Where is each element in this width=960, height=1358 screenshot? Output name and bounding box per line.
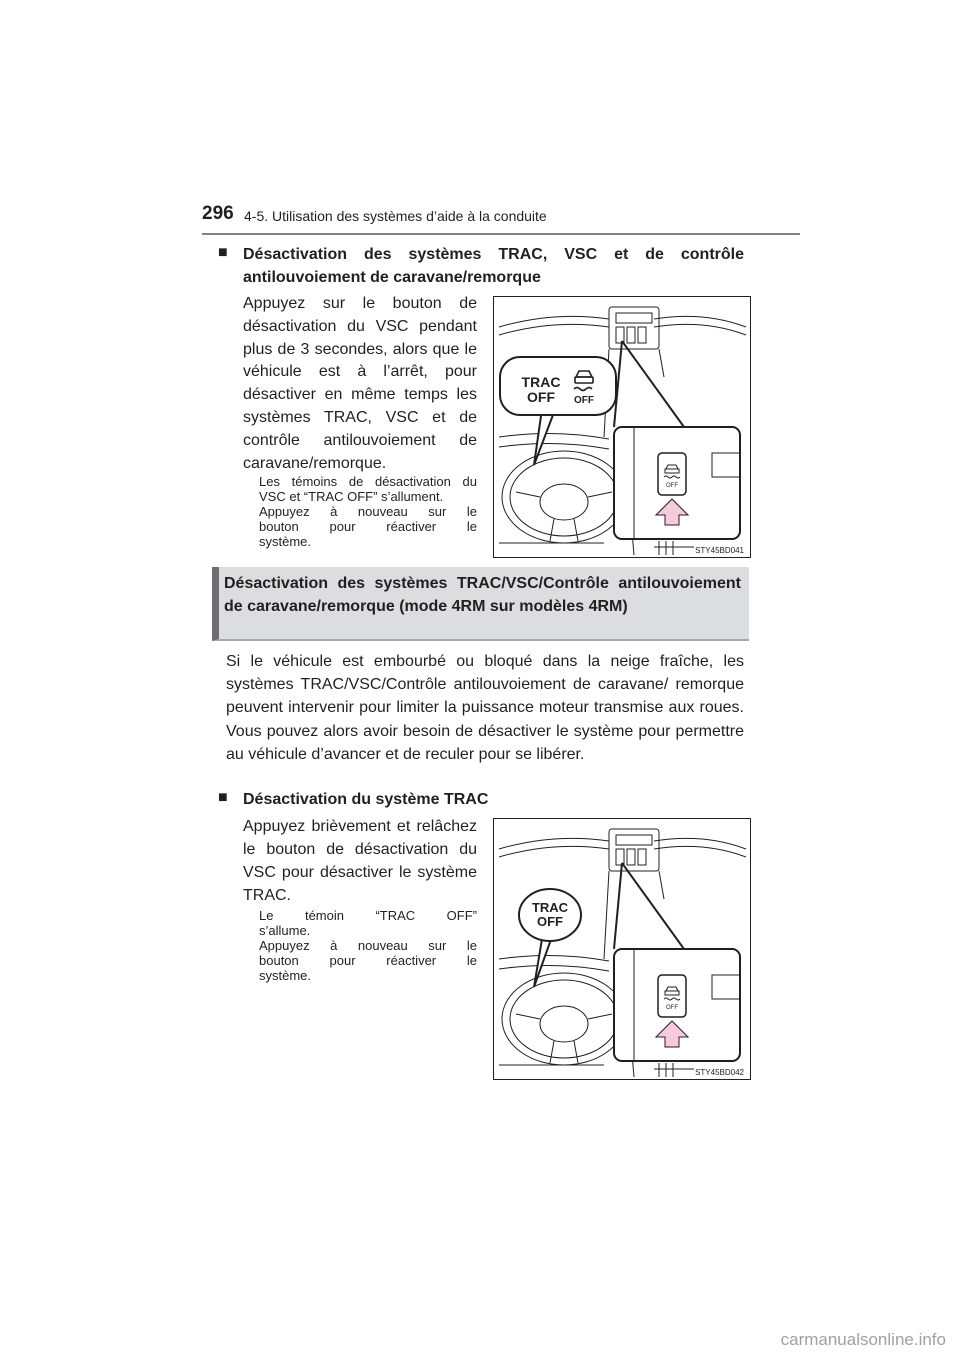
watermark: carmanualsonline.info bbox=[780, 1330, 946, 1349]
note-line: Appuyez à nouveau sur le bbox=[259, 938, 477, 953]
figure-code: STY45BD042 bbox=[695, 1068, 744, 1077]
note-line: système. bbox=[259, 968, 312, 983]
note-line: VSC et “TRAC OFF” s’allument. bbox=[259, 489, 444, 504]
note-line: bouton pour réactiver le bbox=[259, 519, 477, 534]
callout-text-line2: OFF bbox=[527, 389, 555, 405]
button-off-label: OFF bbox=[666, 1005, 678, 1011]
paragraph-4wd-mode: Si le véhicule est embourbé ou bloqué dans la neige fraîche, les systèmes TRAC/VSC/Contrôle antilouvoiement de caravane/ remorque peuvent intervenir pour limiter la puissance moteur transmise aux roues. Vous pouvez alors avoir besoin de désactiver le système pour permettre au véhicule d’avancer et de reculer pour se libérer. bbox=[226, 653, 744, 763]
note-line: Les témoins de désactivation du bbox=[259, 474, 477, 489]
note-line: système. bbox=[259, 534, 312, 549]
note-vsc-off bbox=[259, 474, 477, 549]
bullet-square: ■ bbox=[218, 789, 228, 806]
dashboard-illustration-trac-off bbox=[493, 818, 751, 1080]
note-trac-off bbox=[259, 908, 477, 983]
running-head: 4-5. Utilisation des systèmes d’aide à la conduite bbox=[244, 208, 547, 224]
note-line: Le témoin “TRAC OFF” bbox=[259, 908, 477, 923]
figure-code: STY45BD041 bbox=[695, 546, 744, 555]
instruction-vsc-off: Appuyez sur le bouton de désactivation du VSC pendant plus de 3 secondes, alors que le véhicule est à l’arrêt, pour désactiver en même temps les systèmes TRAC, VSC et de contrôle antilouvoiement de caravane/remorque. bbox=[243, 295, 477, 472]
note-line: s’allume. bbox=[259, 923, 311, 938]
bullet-square: ■ bbox=[218, 244, 228, 261]
note-line: bouton pour réactiver le bbox=[259, 953, 477, 968]
instruction-trac-off: Appuyez brièvement et relâchez le bouton de désactivation du VSC pour désactiver le système TRAC. bbox=[243, 818, 477, 904]
section-heading-vsc-off: Désactivation des systèmes TRAC, VSC et de contrôle antilouvoiement de caravane/remorque bbox=[243, 246, 744, 286]
section-title: Désactivation des systèmes TRAC/VSC/Contrôle antilouvoiement de caravane/remorque (mode 4RM sur modèles 4RM) bbox=[224, 575, 741, 615]
callout-text-line2: OFF bbox=[537, 914, 563, 929]
dashboard-illustration-vsc-off bbox=[493, 296, 751, 558]
indicator-off-label: OFF bbox=[574, 395, 594, 406]
note-line: Appuyez à nouveau sur le bbox=[259, 504, 477, 519]
section-heading-trac-off: Désactivation du système TRAC bbox=[243, 791, 489, 808]
button-off-label: OFF bbox=[666, 483, 678, 489]
page-number: 296 bbox=[202, 203, 234, 224]
header-rule bbox=[202, 233, 800, 235]
callout-text-line1: TRAC bbox=[531, 900, 569, 915]
callout-text-line1: TRAC bbox=[521, 374, 561, 390]
